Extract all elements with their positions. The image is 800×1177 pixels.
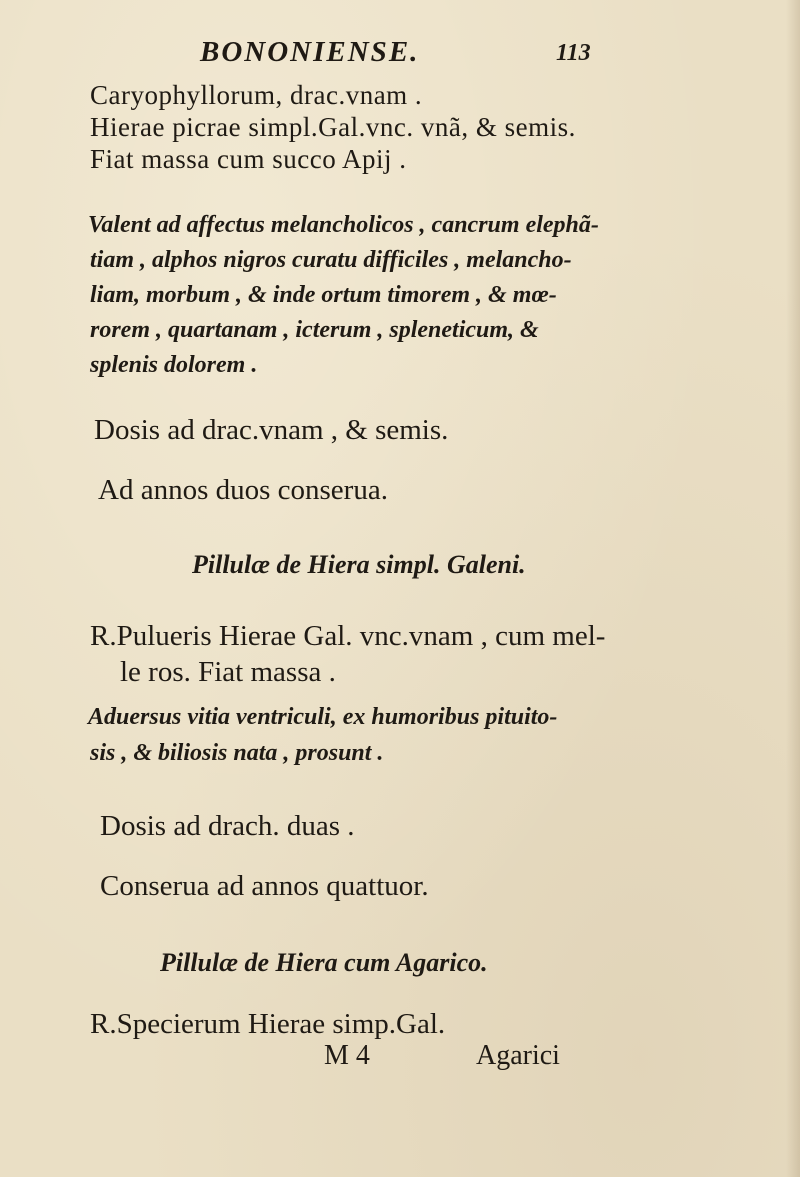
recipe-line: Caryophyllorum, drac.vnam .	[90, 80, 423, 110]
virtues-line: Valent ad affectus melancholicos , cancrum elephã-	[88, 212, 599, 238]
recipe-line: R.Specierum Hierae simp.Gal.	[90, 1008, 446, 1040]
conservation-line: Ad annos duos conserua.	[98, 474, 388, 506]
running-head-title: BONONIENSE.	[200, 36, 420, 68]
conservation-line: Conserua ad annos quattuor.	[100, 870, 429, 902]
section-heading: Pillulæ de Hiera simpl. Galeni.	[192, 550, 526, 579]
virtues-line: splenis dolorem .	[90, 352, 258, 378]
virtues-line: tiam , alphos nigros curatu difficiles , melancho-	[90, 247, 572, 273]
dose-line: Dosis ad drac.vnam , & semis.	[94, 414, 449, 446]
catchword: Agarici	[476, 1040, 560, 1071]
virtues-line: rorem , quartanam , icterum , spleneticum, &	[90, 317, 539, 343]
recipe-line: Hierae picrae simpl.Gal.vnc. vnã, & semis.	[90, 112, 576, 142]
signature-mark: M 4	[324, 1040, 370, 1071]
recipe-line: Fiat massa cum succo Apij .	[90, 144, 407, 174]
virtues-line: Aduersus vitia ventriculi, ex humoribus pituito-	[88, 704, 558, 730]
page-number: 113	[556, 40, 591, 66]
recipe-line: R.Pulueris Hierae Gal. vnc.vnam , cum mel-	[90, 620, 606, 652]
recipe-line: le ros. Fiat massa .	[120, 656, 336, 688]
section-heading: Pillulæ de Hiera cum Agarico.	[160, 948, 488, 977]
virtues-line: liam, morbum , & inde ortum timorem , & mœ-	[90, 282, 557, 308]
page-edge-shadow	[786, 0, 800, 1177]
virtues-line: sis , & biliosis nata , prosunt .	[90, 740, 384, 766]
dose-line: Dosis ad drach. duas .	[100, 810, 355, 842]
